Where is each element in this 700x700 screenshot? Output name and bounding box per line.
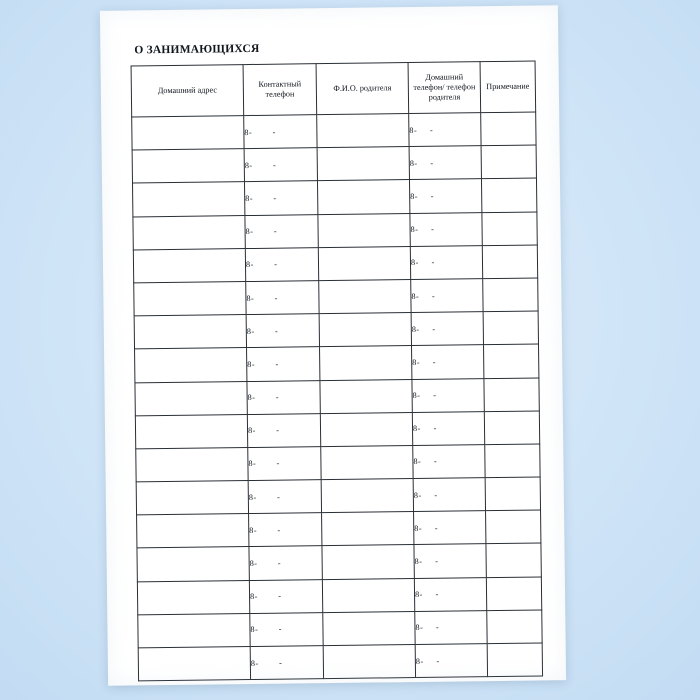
cell-note[interactable] <box>481 145 536 179</box>
cell-phone[interactable]: 8- - <box>249 546 322 580</box>
cell-parent-phone[interactable]: 8- - <box>410 212 482 246</box>
cell-address[interactable] <box>134 281 246 316</box>
cell-note[interactable] <box>485 477 540 511</box>
cell-note[interactable] <box>486 543 541 577</box>
cell-phone[interactable]: 8- - <box>249 579 322 613</box>
cell-address[interactable] <box>135 348 247 383</box>
cell-parent-name[interactable] <box>319 279 411 313</box>
table-row <box>134 311 538 349</box>
cell-parent-phone[interactable]: 8- - <box>412 345 484 379</box>
cell-parent-phone[interactable]: 8- - <box>414 511 486 545</box>
cell-parent-name[interactable] <box>317 114 409 148</box>
cell-phone[interactable]: 8- - <box>244 181 317 215</box>
cell-parent-name[interactable] <box>320 412 412 446</box>
cell-parent-phone[interactable]: 8- - <box>409 179 481 213</box>
table-row <box>136 444 540 482</box>
table-row <box>136 477 540 515</box>
table-row <box>137 510 541 548</box>
table-row <box>138 643 542 681</box>
cell-parent-phone[interactable]: 8- - <box>411 279 483 313</box>
cell-parent-phone[interactable]: 8- - <box>414 544 486 578</box>
cell-note[interactable] <box>481 178 536 212</box>
page-content <box>130 39 544 675</box>
cell-parent-phone[interactable]: 8- - <box>412 411 484 445</box>
cell-phone[interactable]: 8- - <box>248 480 321 514</box>
cell-address[interactable] <box>135 381 247 416</box>
cell-phone[interactable]: 8- - <box>245 214 318 248</box>
cell-phone[interactable]: 8- - <box>244 115 317 149</box>
table-row <box>135 411 539 449</box>
table-row <box>134 278 538 316</box>
cell-parent-name[interactable] <box>323 611 415 645</box>
table-body <box>132 112 543 681</box>
cell-address[interactable] <box>137 580 249 615</box>
cell-parent-name[interactable] <box>321 479 413 513</box>
table-header <box>131 61 536 117</box>
cell-parent-phone[interactable]: 8- - <box>411 312 483 346</box>
cell-note[interactable] <box>485 444 540 478</box>
cell-parent-phone[interactable]: 8- - <box>409 146 481 180</box>
cell-phone[interactable]: 8- - <box>244 148 317 182</box>
cell-parent-name[interactable] <box>320 379 412 413</box>
page-title: О ЗАНИМАЮЩИХСЯ <box>134 42 260 57</box>
cell-address[interactable] <box>137 547 249 582</box>
cell-parent-name[interactable] <box>321 445 413 479</box>
table-header-row <box>131 61 536 117</box>
cell-phone[interactable]: 8- - <box>247 380 320 414</box>
cell-address[interactable] <box>136 447 248 482</box>
cell-note[interactable] <box>483 278 538 312</box>
table-row <box>135 344 539 382</box>
cell-address[interactable] <box>137 514 249 549</box>
cell-phone[interactable]: 8- - <box>249 513 322 547</box>
cell-phone[interactable]: 8- - <box>247 347 320 381</box>
cell-address[interactable] <box>135 414 247 449</box>
column-header-address: Домашний адрес <box>131 65 244 117</box>
cell-parent-name[interactable] <box>318 246 410 280</box>
cell-parent-name[interactable] <box>322 545 414 579</box>
cell-phone[interactable]: 8- - <box>246 314 319 348</box>
cell-address[interactable] <box>138 613 250 648</box>
cell-parent-phone[interactable]: 8- - <box>409 113 481 147</box>
cell-parent-name[interactable] <box>322 512 414 546</box>
cell-address[interactable] <box>132 116 244 151</box>
cell-note[interactable] <box>487 610 542 644</box>
cell-phone[interactable]: 8- - <box>246 281 319 315</box>
cell-parent-name[interactable] <box>323 645 415 679</box>
table-row <box>137 577 541 615</box>
cell-parent-phone[interactable]: 8- - <box>414 577 486 611</box>
cell-note[interactable] <box>484 377 539 411</box>
table-row <box>138 610 542 648</box>
cell-note[interactable] <box>486 577 541 611</box>
cell-parent-name[interactable] <box>320 346 412 380</box>
table-row <box>133 245 537 283</box>
cell-address[interactable] <box>134 315 246 350</box>
cell-note[interactable] <box>487 643 542 677</box>
cell-parent-name[interactable] <box>317 180 409 214</box>
cell-phone[interactable]: 8- - <box>250 646 323 680</box>
cell-parent-name[interactable] <box>322 578 414 612</box>
table-row <box>135 377 539 415</box>
cell-note[interactable] <box>482 245 537 279</box>
cell-address[interactable] <box>133 248 245 283</box>
cell-note[interactable] <box>482 212 537 246</box>
table-row <box>133 178 537 216</box>
cell-parent-name[interactable] <box>318 213 410 247</box>
cell-phone[interactable]: 8- - <box>248 447 321 481</box>
cell-address[interactable] <box>136 481 248 516</box>
cell-note[interactable] <box>481 112 536 146</box>
cell-note[interactable] <box>483 311 538 345</box>
column-header-parent-name: Ф.И.О. родителя <box>316 63 409 115</box>
table-row <box>137 543 541 581</box>
cell-phone[interactable]: 8- - <box>250 612 323 646</box>
cell-parent-phone[interactable]: 8- - <box>415 610 487 644</box>
cell-parent-phone[interactable]: 8- - <box>415 644 487 678</box>
cell-address[interactable] <box>133 215 245 250</box>
cell-phone[interactable]: 8- - <box>247 413 320 447</box>
column-header-phone: Контактный телефон <box>243 64 317 116</box>
table-row <box>133 212 537 250</box>
registry-table <box>131 61 543 682</box>
cell-parent-name[interactable] <box>317 147 409 181</box>
cell-note[interactable] <box>484 411 539 445</box>
cell-parent-phone[interactable]: 8- - <box>413 445 485 479</box>
cell-address[interactable] <box>132 149 244 184</box>
cell-note[interactable] <box>484 344 539 378</box>
cell-address[interactable] <box>138 647 250 682</box>
column-header-parent-phone: Домашний телефон/ телефон родителя <box>408 62 481 114</box>
table-row <box>132 112 536 150</box>
cell-parent-phone[interactable]: 8- - <box>412 378 484 412</box>
table-row <box>132 145 536 183</box>
column-header-note: Примечание <box>480 61 536 113</box>
cell-parent-name[interactable] <box>319 313 411 347</box>
document-page <box>100 5 566 686</box>
cell-parent-phone[interactable]: 8- - <box>410 245 482 279</box>
cell-note[interactable] <box>486 510 541 544</box>
cell-parent-phone[interactable]: 8- - <box>413 478 485 512</box>
cell-address[interactable] <box>133 182 245 217</box>
cell-phone[interactable]: 8- - <box>245 247 318 281</box>
